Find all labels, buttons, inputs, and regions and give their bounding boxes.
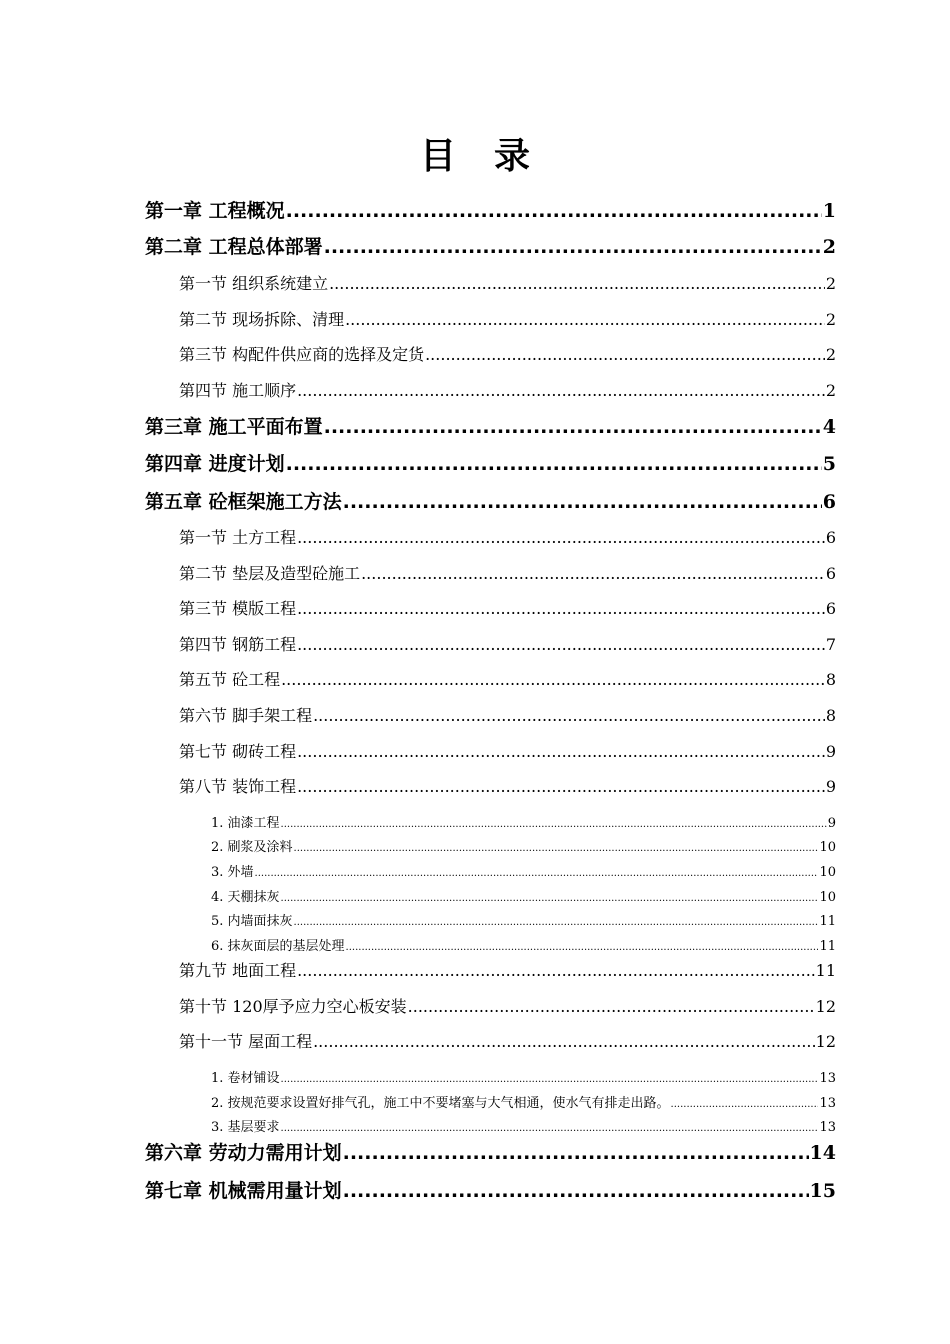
toc-page-number: 6 — [825, 528, 836, 547]
toc-leader-dots — [297, 961, 815, 980]
toc-section[interactable] — [179, 1029, 836, 1051]
toc-page-number: 8 — [825, 706, 836, 725]
toc-page-number: 11 — [815, 961, 836, 980]
toc-leader-dots — [297, 528, 825, 547]
toc-page-number: 2 — [825, 310, 836, 329]
toc-subsection[interactable] — [211, 1116, 836, 1134]
toc-entry-label: 第五章 砼框架施工方法 — [145, 491, 342, 513]
toc-page-number: 9 — [827, 816, 836, 831]
toc-page-number: 7 — [825, 635, 836, 654]
toc-leader-dots — [671, 1099, 819, 1110]
toc-section[interactable] — [179, 994, 836, 1016]
toc-entry-label: 第八节 装饰工程 — [179, 777, 297, 796]
toc-leader-dots — [343, 1142, 809, 1164]
toc-chapter-4[interactable] — [145, 449, 836, 475]
toc-entry-label: 3. 基层要求 — [211, 1120, 280, 1135]
toc-entry-label: 第二节 现场拆除、清理 — [179, 310, 345, 329]
toc-page-number: 13 — [819, 1096, 836, 1111]
toc-entry-label: 5. 内墙面抹灰 — [211, 914, 293, 929]
toc-section[interactable] — [179, 342, 836, 364]
toc-leader-dots — [329, 274, 825, 293]
toc-entry-label: 第九节 地面工程 — [179, 961, 297, 980]
toc-page-number: 12 — [815, 997, 836, 1016]
toc-entry-label: 第四节 施工顺序 — [179, 381, 297, 400]
toc-page-number: 9 — [825, 777, 836, 796]
toc-entry-label: 第三章 施工平面布置 — [145, 416, 323, 438]
toc-leader-dots — [343, 491, 822, 513]
toc-page-number: 5 — [822, 453, 836, 475]
toc-entry-label: 第三节 模版工程 — [179, 599, 297, 618]
toc-page-number: 6 — [825, 564, 836, 583]
toc-leader-dots — [294, 843, 819, 854]
toc-leader-dots — [281, 670, 825, 689]
toc-entry-label: 第十节 120厚予应力空心板安装 — [179, 997, 407, 1016]
toc-subsection[interactable] — [211, 935, 836, 953]
toc-section[interactable] — [179, 774, 836, 796]
toc-leader-dots — [286, 453, 822, 475]
toc-entry-label: 第五节 砼工程 — [179, 670, 281, 689]
toc-page-number: 6 — [822, 491, 836, 513]
toc-leader-dots — [343, 1180, 809, 1202]
toc-section[interactable] — [179, 271, 836, 293]
toc-section[interactable] — [179, 703, 836, 725]
toc-page-number: 2 — [825, 381, 836, 400]
toc-leader-dots — [281, 1074, 819, 1085]
toc-subsection[interactable] — [211, 910, 836, 928]
toc-section[interactable] — [179, 525, 836, 547]
toc-entry-label: 6. 抹灰面层的基层处理 — [211, 939, 345, 954]
toc-entry-label: 3. 外墙 — [211, 865, 254, 880]
toc-leader-dots — [346, 942, 819, 953]
toc-leader-dots — [324, 416, 822, 438]
toc-section[interactable] — [179, 739, 836, 761]
toc-leader-dots — [255, 868, 819, 879]
toc-entry-label: 第十一节 屋面工程 — [179, 1032, 313, 1051]
toc-chapter-3[interactable] — [145, 412, 836, 438]
toc-entry-label: 第七章 机械需用量计划 — [145, 1180, 342, 1202]
toc-leader-dots — [297, 599, 825, 618]
toc-leader-dots — [425, 345, 825, 364]
toc-entry-label: 第一节 土方工程 — [179, 528, 297, 547]
toc-section[interactable] — [179, 667, 836, 689]
toc-entry-label: 第四章 进度计划 — [145, 453, 285, 475]
toc-entry-label: 第六章 劳动力需用计划 — [145, 1142, 342, 1164]
toc-entry-label: 1. 油漆工程 — [211, 816, 280, 831]
toc-entry-label: 第二节 垫层及造型砼施工 — [179, 564, 361, 583]
toc-leader-dots — [286, 200, 822, 222]
toc-leader-dots — [281, 819, 827, 830]
toc-leader-dots — [281, 893, 819, 904]
toc-title-char-2: 录 — [494, 136, 531, 177]
toc-subsection[interactable] — [211, 1092, 836, 1110]
toc-entry-label: 4. 天棚抹灰 — [211, 890, 280, 905]
toc-page-number: 10 — [819, 840, 836, 855]
toc-leader-dots — [313, 1032, 815, 1051]
toc-leader-dots — [294, 917, 819, 928]
toc-chapter-7[interactable] — [145, 1176, 836, 1202]
toc-section[interactable] — [179, 632, 836, 654]
toc-entry-label: 第一节 组织系统建立 — [179, 274, 329, 293]
toc-subsection[interactable] — [211, 886, 836, 904]
toc-subsection[interactable] — [211, 1067, 836, 1085]
toc-entry-label: 第三节 构配件供应商的选择及定货 — [179, 345, 425, 364]
toc-title-char-1: 目 — [419, 136, 456, 177]
toc-entry-label: 第七节 砌砖工程 — [179, 742, 297, 761]
toc-entry-label: 第六节 脚手架工程 — [179, 706, 313, 725]
toc-section[interactable] — [179, 958, 836, 980]
toc-leader-dots — [297, 381, 825, 400]
toc-entry-label: 1. 卷材铺设 — [211, 1071, 280, 1086]
toc-page-number: 10 — [819, 865, 836, 880]
toc-entry-label: 2. 按规范要求设置好排气孔，施工中不要堵塞与大气相通，使水气有排走出路。 — [211, 1096, 670, 1111]
toc-subsection[interactable] — [211, 836, 836, 854]
toc-section[interactable] — [179, 596, 836, 618]
toc-leader-dots — [297, 777, 825, 796]
toc-entry-label: 第四节 钢筋工程 — [179, 635, 297, 654]
toc-leader-dots — [313, 706, 825, 725]
toc-leader-dots — [324, 236, 822, 258]
toc-page-number: 6 — [825, 599, 836, 618]
toc-leader-dots — [281, 1123, 819, 1134]
toc-page-number: 13 — [819, 1071, 836, 1086]
toc-chapter-5[interactable] — [145, 487, 836, 513]
toc-subsection[interactable] — [211, 812, 836, 830]
toc-leader-dots — [345, 310, 825, 329]
toc-page-number: 11 — [819, 914, 836, 929]
toc-chapter-6[interactable] — [145, 1138, 836, 1164]
toc-page-number: 11 — [819, 939, 836, 954]
toc-section[interactable] — [179, 378, 836, 400]
toc-page-number: 15 — [809, 1180, 836, 1202]
toc-entry-label: 第一章 工程概况 — [145, 200, 285, 222]
toc-leader-dots — [361, 564, 825, 583]
toc-page-number: 2 — [822, 236, 836, 258]
toc-section[interactable] — [179, 561, 836, 583]
toc-leader-dots — [297, 635, 825, 654]
toc-section[interactable] — [179, 307, 836, 329]
toc-subsection[interactable] — [211, 861, 836, 879]
toc-page-number: 12 — [815, 1032, 836, 1051]
toc-entry-label: 2. 刷浆及涂料 — [211, 840, 293, 855]
toc-page-number: 2 — [825, 274, 836, 293]
toc-leader-dots — [408, 997, 815, 1016]
toc-chapter-1[interactable] — [145, 196, 836, 222]
toc-chapter-2[interactable] — [145, 232, 836, 258]
toc-page-number: 1 — [822, 200, 836, 222]
toc-page-number: 14 — [809, 1142, 836, 1164]
toc-entry-label: 第二章 工程总体部署 — [145, 236, 323, 258]
toc-page-number: 2 — [825, 345, 836, 364]
toc-page-number: 8 — [825, 670, 836, 689]
toc-page-number: 9 — [825, 742, 836, 761]
toc-page-number: 10 — [819, 890, 836, 905]
toc-page-number: 13 — [819, 1120, 836, 1135]
toc-page-number: 4 — [822, 416, 836, 438]
toc-leader-dots — [297, 742, 825, 761]
